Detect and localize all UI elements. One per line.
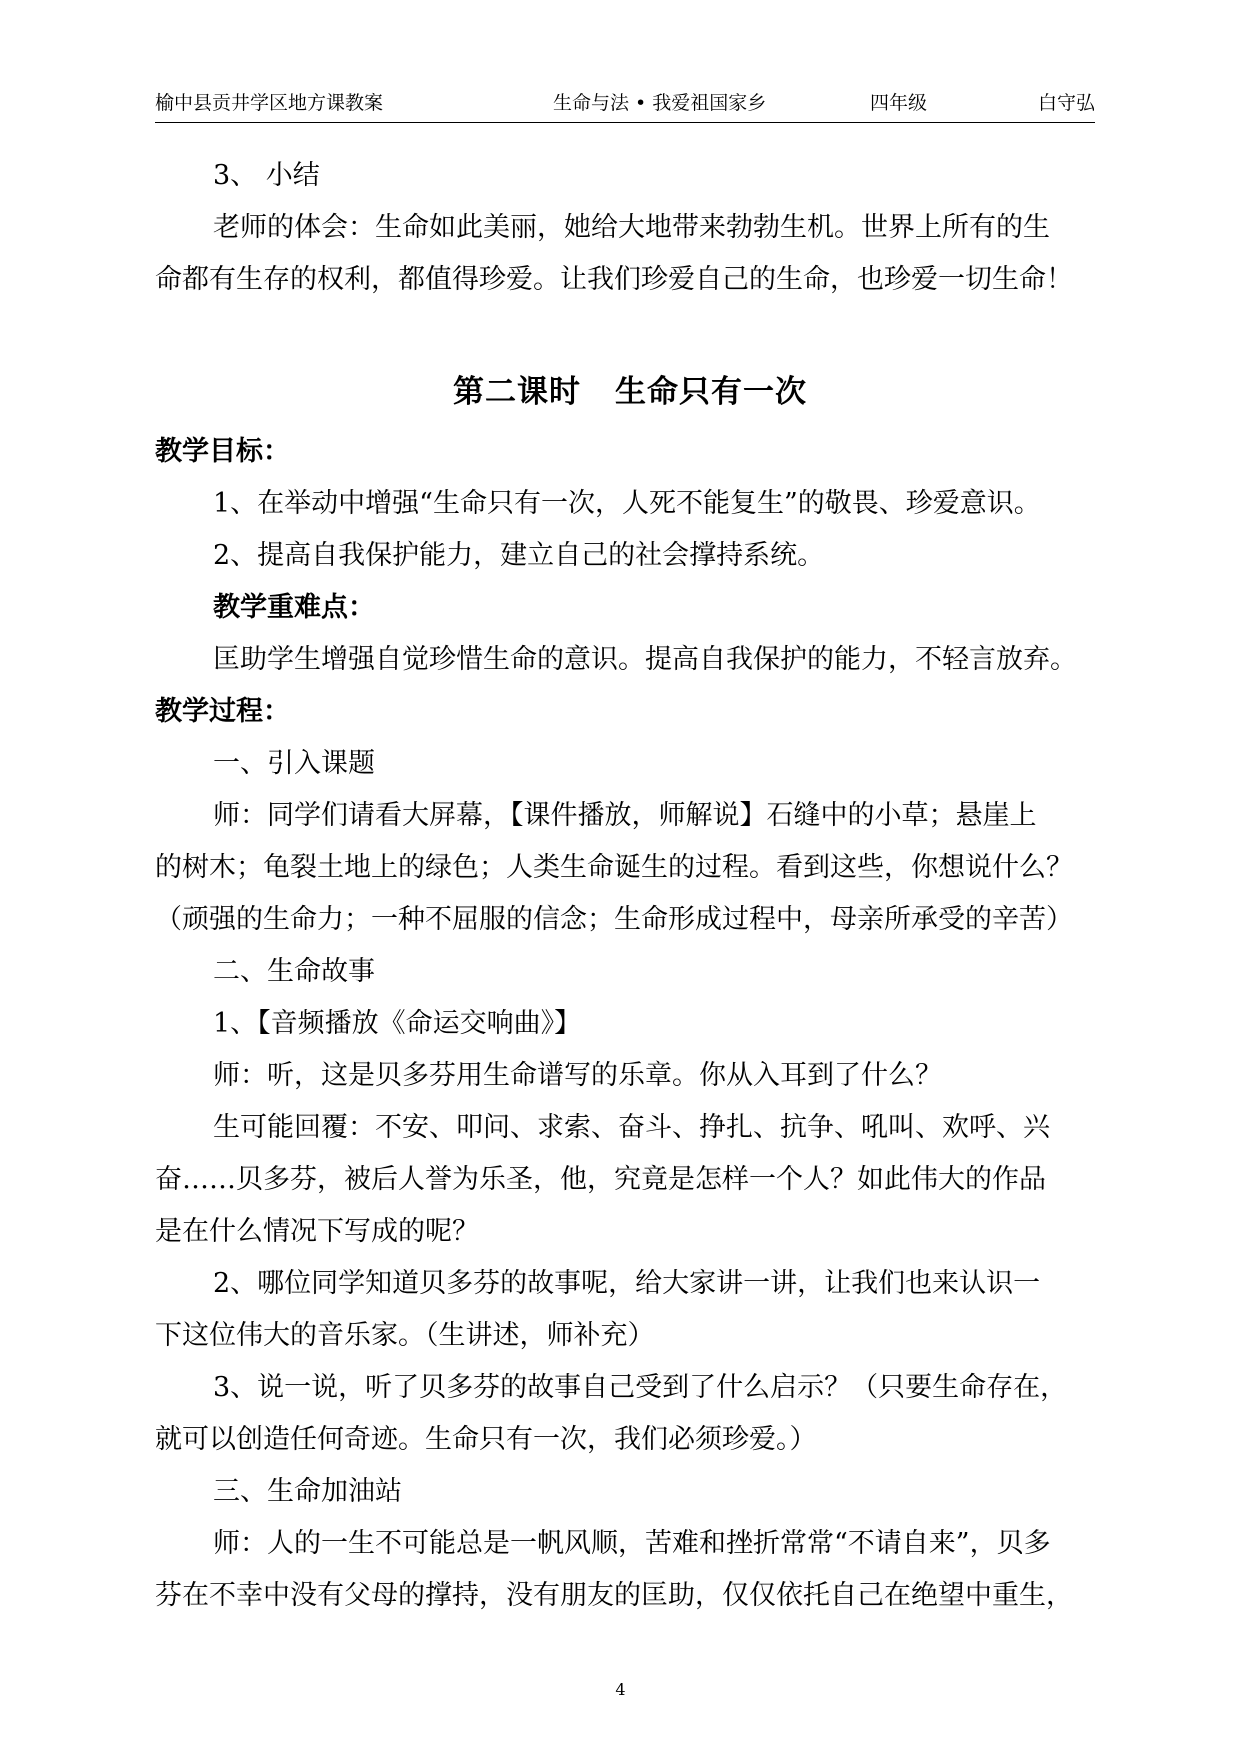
header-school: 榆中县贡井学区地方课教案	[155, 92, 384, 114]
paragraph-line: 3、说一说，听了贝多芬的故事自己受到了什么启示？（只要生命存在，	[213, 1372, 1068, 1403]
lesson-title-topic: 生命只有一次	[615, 374, 807, 410]
header-divider	[155, 122, 1095, 123]
header-author: 白守弘	[1038, 92, 1096, 114]
paragraph-line: 奋……贝多芬，被后人誉为乐圣，他，究竟是怎样一个人？如此伟大的作品	[155, 1164, 1046, 1195]
summary-text-line: 命都有生存的权利，都值得珍爱。让我们珍爱自己的生命，也珍爱一切生命！	[155, 264, 1073, 295]
goal-item: 2、提高自我保护能力，建立自己的社会撑持系统。	[213, 540, 825, 571]
paragraph-line: 1、【音频播放《命运交响曲》】	[213, 1008, 582, 1039]
section-title: 三、生命加油站	[213, 1476, 402, 1507]
paragraph-line: 师：听，这是贝多芬用生命谱写的乐章。你从入耳到了什么？	[213, 1060, 942, 1091]
paragraph-line: （顽强的生命力；一种不屈服的信念；生命形成过程中，母亲所承受的辛苦）	[155, 904, 1073, 935]
lesson-title-number: 第二课时	[453, 374, 581, 410]
paragraph-line: 芬在不幸中没有父母的撑持，没有朋友的匡助，仅仅依托自己在绝望中重生，	[155, 1580, 1073, 1611]
key-points-heading: 教学重难点：	[213, 592, 375, 623]
paragraph-line: 就可以创造任何奇迹。生命只有一次，我们必须珍爱。）	[155, 1424, 817, 1455]
header-grade: 四年级	[870, 92, 928, 114]
page-header	[155, 90, 1095, 116]
section-title: 一、引入课题	[213, 748, 375, 779]
document-body	[155, 150, 1105, 1622]
summary-heading: 3、 小结	[213, 160, 320, 191]
paragraph-line: 师：同学们请看大屏幕，【课件播放，师解说】石缝中的小草；悬崖上	[213, 800, 1037, 831]
section-title: 二、生命故事	[213, 956, 375, 987]
paragraph-line: 师：人的一生不可能总是一帆风顺，苦难和挫折常常“不请自来”，贝多	[213, 1528, 1051, 1559]
summary-text-line: 老师的体会：生命如此美丽，她给大地带来勃勃生机。世界上所有的生	[213, 212, 1050, 243]
page-number: 4	[615, 1680, 626, 1699]
lesson-title	[155, 362, 1105, 422]
goal-item: 1、在举动中增强“生命只有一次，人死不能复生”的敬畏、珍爱意识。	[213, 488, 1041, 519]
paragraph-line: 2、哪位同学知道贝多芬的故事呢，给大家讲一讲，让我们也来认识一	[213, 1268, 1041, 1299]
header-subject: 生命与法 • 我爱祖国家乡	[553, 92, 767, 114]
process-heading: 教学过程：	[155, 696, 290, 727]
goals-heading: 教学目标：	[155, 436, 290, 467]
paragraph-line: 的树木；龟裂土地上的绿色；人类生命诞生的过程。看到这些，你想说什么？	[155, 852, 1073, 883]
paragraph-line: 下这位伟大的音乐家。（生讲述，师补充）	[155, 1320, 655, 1351]
key-points-text: 匡助学生增强自觉珍惜生命的意识。提高自我保护的能力，不轻言放弃。	[213, 644, 1077, 675]
paragraph-line: 是在什么情况下写成的呢？	[155, 1216, 479, 1247]
paragraph-line: 生可能回覆：不安、叩问、求索、奋斗、挣扎、抗争、吼叫、欢呼、兴	[213, 1112, 1050, 1143]
